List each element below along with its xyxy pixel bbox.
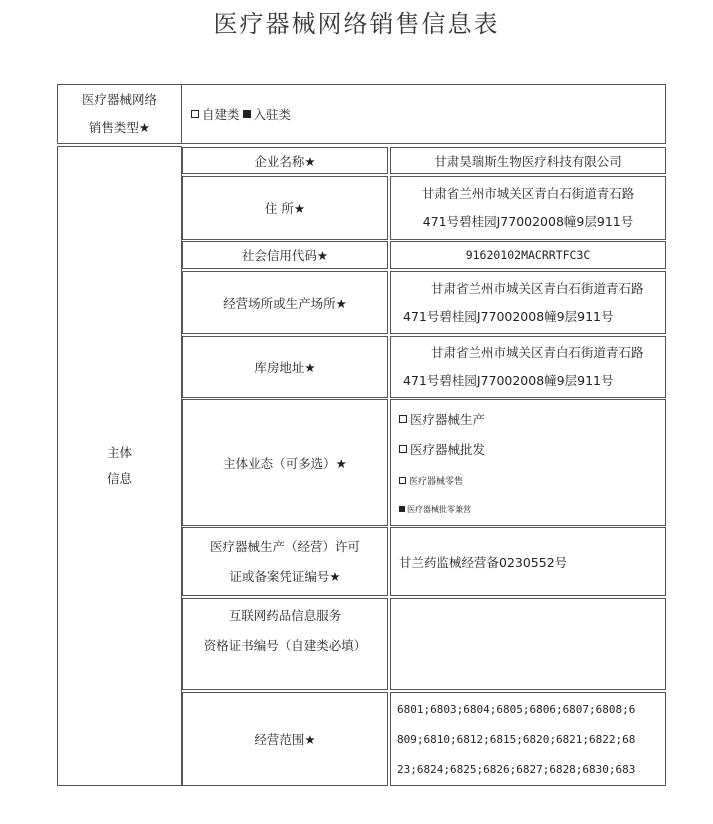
business-form-options [390, 399, 666, 526]
internet-cert-label-line1: 互联网药品信息服务 [228, 608, 342, 623]
retail-label: 医疗器械零售 [409, 476, 464, 487]
business-scope-value [390, 692, 666, 786]
self-built-label: 自建类 [202, 107, 240, 122]
warehouse-line1: 甘肃省兰州市城关区青白石街道青石路 [431, 345, 644, 360]
wholesale-retail-checkbox[interactable] [399, 506, 405, 512]
credit-code-value: 91620102MACRRTFC3C [390, 241, 666, 269]
address-line2: 471号碧桂园J77002008幢9层911号 [422, 214, 634, 229]
license-value: 甘兰药监械经营备0230552号 [390, 527, 666, 596]
address-label: 住 所★ [182, 176, 388, 240]
subject-info-line2: 信息 [106, 471, 132, 486]
sales-type-options [181, 84, 666, 144]
address-value [390, 176, 666, 240]
address-line1: 甘肃省兰州市城关区青白石街道青石路 [421, 186, 635, 201]
internet-cert-label-line2: 资格证书编号（自建类必填） [203, 638, 367, 653]
business-place-line1: 甘肃省兰州市城关区青白石街道青石路 [431, 280, 644, 296]
business-scope-line1: 6801;6803;6804;6805;6806;6807;6808;6 [397, 703, 636, 716]
business-scope-line2: 809;6810;6812;6815;6820;6821;6822;68 [397, 733, 636, 746]
company-name-value: 甘肃昊瑞斯生物医疗科技有限公司 [390, 147, 666, 174]
license-label-line1: 医疗器械生产（经营）许可 [209, 538, 360, 554]
production-checkbox[interactable] [399, 415, 407, 423]
internet-cert-value[interactable] [390, 598, 666, 690]
production-label: 医疗器械生产 [410, 412, 486, 427]
sales-type-label-line2: 销售类型★ [88, 120, 151, 135]
page-title: 医疗器械网络销售信息表 [213, 10, 500, 38]
sales-type-label-line1: 医疗器械网络 [81, 92, 157, 107]
business-place-value [390, 271, 666, 334]
warehouse-value [390, 336, 666, 398]
sales-type-label [57, 84, 182, 144]
credit-code-label: 社会信用代码★ [182, 241, 388, 269]
warehouse-line2: 471号碧桂园J77002008幢9层911号 [403, 373, 614, 388]
license-label-line2: 证或备案凭证编号★ [229, 568, 341, 584]
wholesale-checkbox[interactable] [399, 445, 407, 453]
retail-checkbox[interactable] [399, 477, 406, 484]
subject-info-label [57, 146, 182, 786]
company-name-label: 企业名称★ [182, 147, 388, 174]
wholesale-retail-label: 医疗器械批零兼营 [407, 504, 471, 514]
wholesale-label: 医疗器械批发 [410, 442, 486, 457]
business-form-label: 主体业态（可多选）★ [182, 399, 388, 526]
subject-info-line1: 主体 [106, 445, 132, 460]
license-label [182, 527, 388, 596]
warehouse-label: 库房地址★ [182, 336, 388, 398]
internet-cert-label [182, 598, 388, 690]
settled-label: 入驻类 [253, 107, 292, 122]
business-place-line2: 471号碧桂园J77002008幢9层911号 [403, 308, 614, 324]
settled-checkbox[interactable] [243, 110, 251, 118]
self-built-checkbox[interactable] [191, 110, 199, 118]
business-scope-label: 经营范围★ [182, 692, 388, 786]
business-scope-line3: 23;6824;6825;6826;6827;6828;6830;683 [397, 763, 636, 776]
business-place-label: 经营场所或生产场所★ [182, 271, 388, 334]
